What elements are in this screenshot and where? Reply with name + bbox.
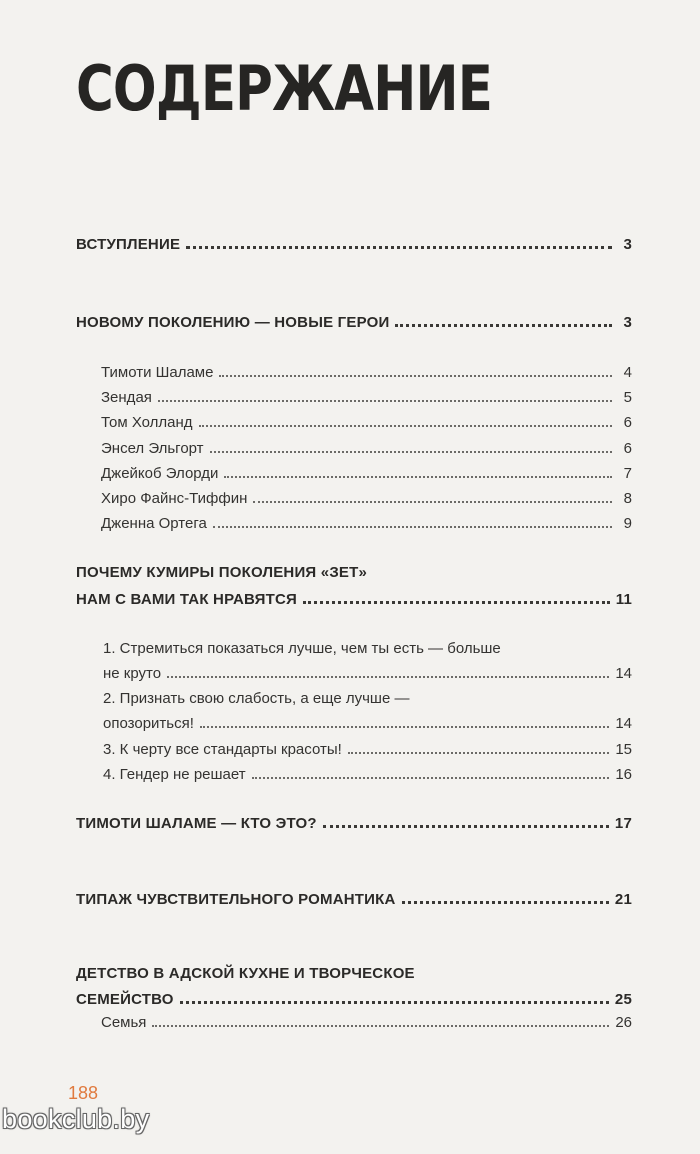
toc-entry-title: Хиро Файнс-Тиффин	[101, 490, 248, 507]
toc-entry-page: 26	[615, 1014, 632, 1031]
toc-entry-title-line1: 2. Признать свою слабость, а еще лучше —	[103, 690, 410, 707]
toc-entry-page: 4	[623, 364, 632, 381]
toc-subentry	[101, 440, 632, 457]
toc-subentry	[101, 1014, 632, 1031]
toc-entry-title: Том Холланд	[101, 414, 193, 431]
toc-subentry	[101, 465, 632, 482]
leader-dots	[199, 425, 612, 427]
leader-dots	[323, 825, 609, 828]
toc-entry	[76, 314, 632, 331]
leader-dots	[180, 1001, 609, 1004]
toc-entry-page: 11	[615, 591, 632, 608]
toc-entry-page: 15	[615, 741, 632, 758]
toc-subentry	[101, 364, 632, 381]
toc-entry-title: 3. К черту все стандарты красоты!	[103, 741, 342, 758]
toc-entry-title: Джейкоб Элорди	[101, 465, 219, 482]
leader-dots	[210, 451, 612, 453]
leader-dots	[224, 476, 612, 478]
toc-entry-page: 9	[623, 515, 632, 532]
toc-entry-title-line1: 1. Стремиться показаться лучше, чем ты есть — больше	[103, 640, 501, 657]
toc-entry-title: не круто	[103, 665, 162, 682]
leader-dots	[152, 1025, 609, 1027]
toc-entry-title: Тимоти Шаламе	[101, 364, 214, 381]
toc-subentry	[101, 490, 632, 507]
toc-entry-title: ТИПАЖ ЧУВСТВИТЕЛЬНОГО РОМАНТИКА	[76, 891, 396, 908]
toc-entry-page: 17	[614, 815, 632, 832]
page-number: 188	[68, 1083, 99, 1103]
toc-entry-title: Семья	[101, 1014, 147, 1031]
toc-entry-page: 7	[623, 465, 632, 482]
toc-entry	[76, 236, 632, 253]
toc-entry	[76, 991, 632, 1008]
leader-dots	[253, 501, 612, 503]
toc-entry	[76, 815, 632, 832]
leader-dots	[213, 526, 612, 528]
toc-entry-page: 14	[615, 665, 632, 682]
toc-entry-title: НАМ С ВАМИ ТАК НРАВЯТСЯ	[76, 591, 298, 608]
toc-entry-title: Дженна Ортега	[101, 515, 207, 532]
toc-entry-page: 25	[614, 991, 632, 1008]
toc-subentry	[103, 766, 632, 783]
toc-entry	[76, 891, 632, 908]
leader-dots	[186, 246, 612, 249]
toc-subentry	[103, 741, 632, 758]
leader-dots	[200, 726, 609, 728]
toc-subentry	[101, 389, 632, 406]
toc-subentry	[101, 515, 632, 532]
leader-dots	[395, 324, 612, 327]
leader-dots	[303, 601, 610, 604]
leader-dots	[252, 777, 610, 779]
toc-entry-page: 3	[623, 236, 632, 253]
toc-entry-title: ВСТУПЛЕНИЕ	[76, 236, 181, 253]
toc-entry-title: НОВОМУ ПОКОЛЕНИЮ — НОВЫЕ ГЕРОИ	[76, 314, 390, 331]
leader-dots	[167, 676, 609, 678]
toc-entry-title: Зендая	[101, 389, 152, 406]
toc-entry-page: 6	[623, 414, 632, 431]
toc-entry-title-line1: ДЕТСТВО В АДСКОЙ КУХНЕ И ТВОРЧЕСКОЕ	[76, 965, 415, 982]
toc-entry-title: ТИМОТИ ШАЛАМЕ — КТО ЭТО?	[76, 815, 317, 832]
leader-dots	[402, 901, 609, 904]
toc-subentry	[103, 715, 632, 732]
toc-entry-page: 5	[623, 389, 632, 406]
toc-entry-page: 16	[615, 766, 632, 783]
toc-subentry	[103, 665, 632, 682]
toc-entry-page: 3	[623, 314, 632, 331]
toc-entry-title: Энсел Эльгорт	[101, 440, 204, 457]
toc-entry-page: 21	[614, 891, 632, 908]
leader-dots	[348, 752, 610, 754]
toc-entry-page: 6	[623, 440, 632, 457]
toc-entry-title: опозориться!	[103, 715, 194, 732]
toc-subentry	[101, 414, 632, 431]
toc-entry-page: 8	[623, 490, 632, 507]
toc-entry-title: СЕМЕЙСТВО	[76, 991, 174, 1008]
page-title: СОДЕРЖАНИЕ	[76, 52, 493, 125]
leader-dots	[219, 375, 612, 377]
toc-entry	[76, 591, 632, 608]
watermark: bookclub.by	[2, 1104, 150, 1134]
toc-entry-title-line1: ПОЧЕМУ КУМИРЫ ПОКОЛЕНИЯ «ЗЕТ»	[76, 564, 368, 581]
toc-entry-page: 14	[615, 715, 632, 732]
leader-dots	[158, 400, 612, 402]
toc-entry-title: 4. Гендер не решает	[103, 766, 246, 783]
